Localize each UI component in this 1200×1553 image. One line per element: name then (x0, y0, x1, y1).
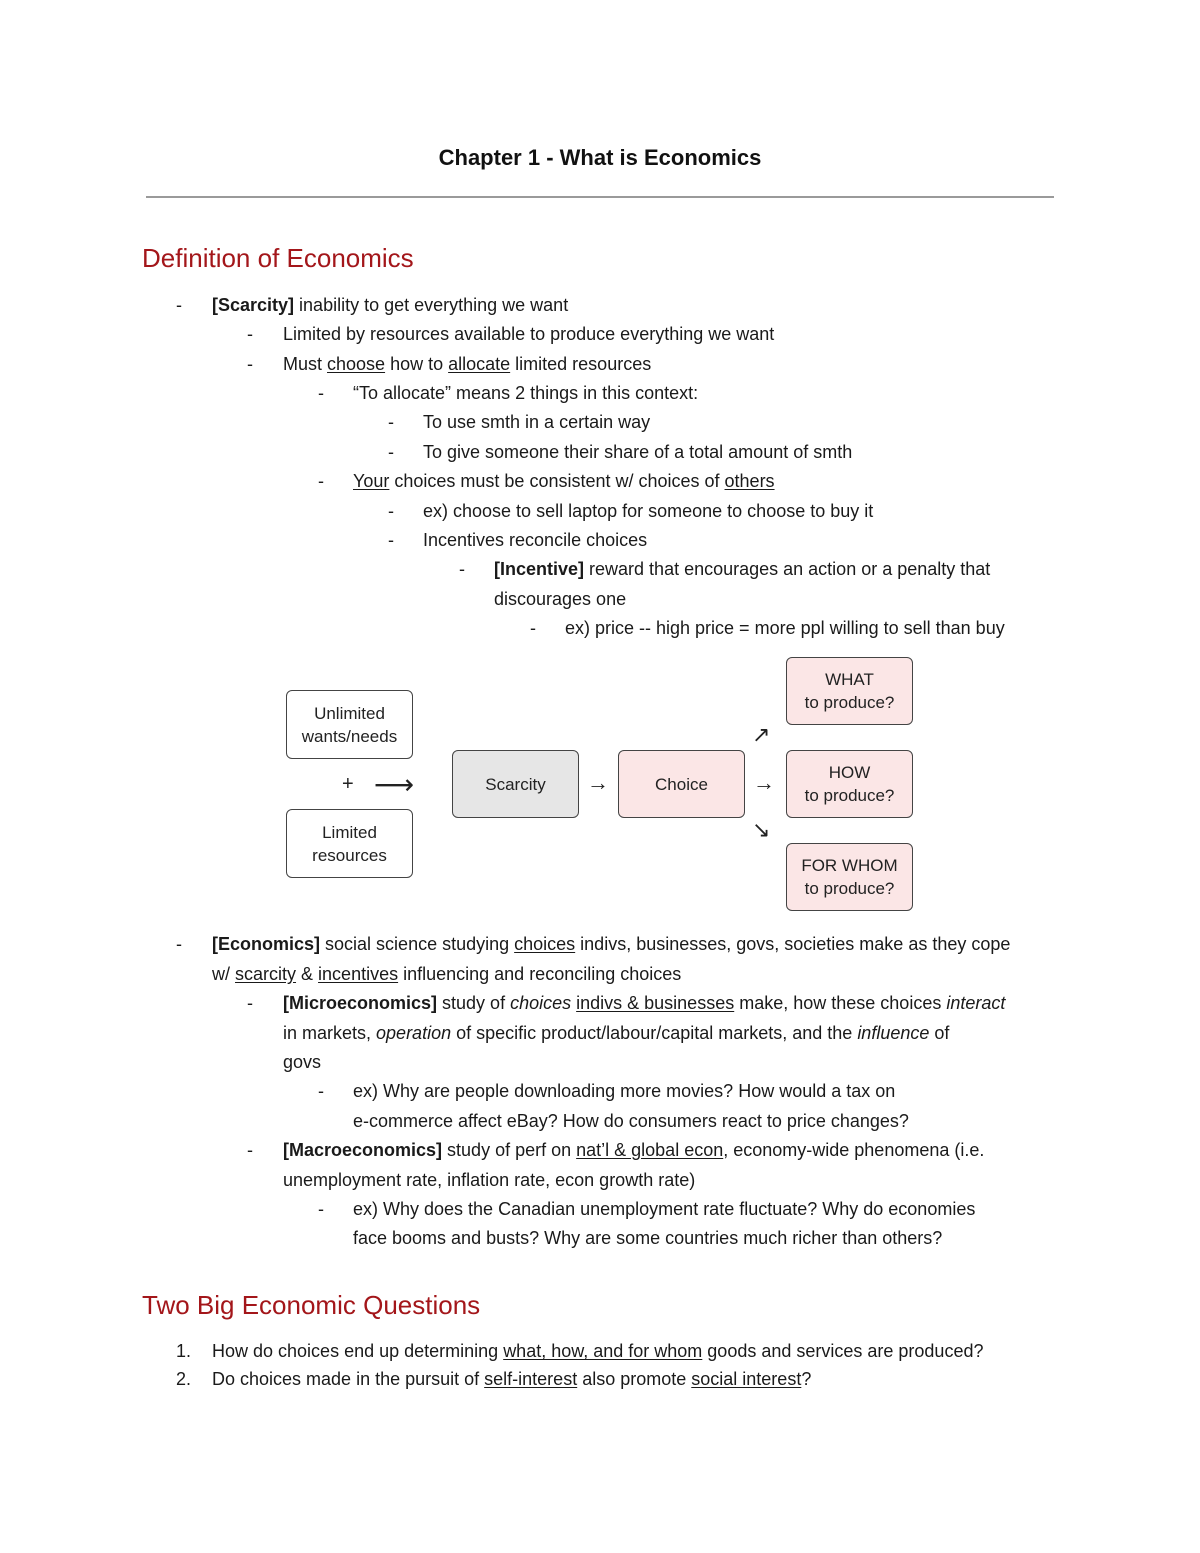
bullet-incentives-reconcile: Incentives reconcile choices (423, 530, 648, 550)
box-text: to produce? (804, 693, 895, 712)
bullet-dash: - (247, 354, 253, 374)
bullet-dash: - (176, 295, 182, 315)
box-text: Choice (655, 774, 708, 794)
text-run: social science studying (320, 934, 515, 954)
italic-choices: choices (510, 993, 572, 1013)
bullet-dash: - (176, 934, 182, 954)
text-run: Must (283, 354, 328, 374)
box-text: WHAT (825, 670, 874, 689)
text-run: How do choices end up determining (212, 1341, 504, 1361)
bullet-to-allocate: “To allocate” means 2 things in this context: (353, 383, 699, 403)
bullet-micro-example-cont: e-commerce affect eBay? How do consumers react to price changes? (353, 1111, 909, 1131)
text-run: goods and services are produced? (702, 1341, 984, 1361)
bullet-must-choose (283, 350, 651, 380)
box-text: Limited (322, 822, 377, 842)
bullet-macroeconomics-cont: unemployment rate, inflation rate, econ growth rate) (283, 1170, 696, 1190)
plus-sign: + (342, 773, 354, 795)
bullet-ex-laptop: ex) choose to sell laptop for someone to choose to buy it (423, 501, 874, 521)
text-run: w/ (212, 964, 236, 984)
bullet-dash: - (247, 324, 253, 344)
box-text: FOR WHOM (801, 856, 898, 875)
bullet-limited: Limited by resources available to produce everything we want (283, 324, 775, 344)
bullet-incentive-cont: discourages one (494, 589, 627, 609)
underline-allocate: allocate (448, 354, 511, 374)
text-run: indivs, businesses, govs, societies make as they cope (575, 934, 1011, 954)
bullet-ex-price: ex) price -- high price = more ppl willing to sell than buy (565, 618, 1005, 638)
page-title: Chapter 1 - What is Economics (438, 145, 762, 170)
text-run: of specific product/labour/capital markets, and the (451, 1023, 858, 1043)
bullet-dash: - (318, 1081, 324, 1101)
box-for-whom-to-produce (786, 843, 913, 911)
underline-indivs-businesses: indivs & businesses (576, 993, 735, 1013)
bullet-microeconomics (283, 989, 1005, 1019)
underline-what-how-whom: what, how, and for whom (503, 1341, 703, 1361)
text-run: reward that encourages an action or a penalty that (584, 559, 991, 579)
text-run: & (296, 964, 319, 984)
underline-self-interest: self-interest (484, 1369, 578, 1389)
bullet-dash: - (388, 412, 394, 432)
bullet-to-give: To give someone their share of a total amount of smth (423, 442, 853, 462)
title-divider (146, 196, 1054, 198)
bullet-dash: - (530, 618, 536, 638)
arrow-down-right-icon: ↘ (752, 817, 771, 842)
term-economics: [Economics] (212, 934, 321, 954)
bullet-macro-example: ex) Why does the Canadian unemployment rate fluctuate? Why do economies (353, 1199, 976, 1219)
box-text: HOW (828, 763, 871, 782)
arrow-right-icon: → (753, 770, 775, 795)
bullet-economics (212, 930, 1010, 960)
bullet-microeconomics-cont2: govs (283, 1052, 322, 1072)
text-run: , economy-wide phenomena (i.e. (723, 1140, 985, 1160)
term-scarcity: [Scarcity] (212, 295, 295, 315)
bullet-dash: - (247, 993, 253, 1013)
bullet-dash: - (459, 559, 465, 579)
underline-natl-global-econ: nat’l & global econ (576, 1140, 724, 1160)
bullet-your-choices (353, 467, 775, 497)
box-text: to produce? (804, 879, 895, 898)
underline-choose: choose (327, 354, 386, 374)
section-heading-definition: Definition of Economics (142, 243, 414, 273)
underline-others: others (724, 471, 775, 491)
underline-social-interest: social interest (691, 1369, 802, 1389)
underline-choices: choices (514, 934, 576, 954)
underline-scarcity: scarcity (235, 964, 297, 984)
box-unlimited-wants (286, 690, 413, 759)
box-text: Scarcity (485, 774, 546, 794)
arrow-right-icon: ⟶ (374, 769, 413, 800)
box-limited-resources (286, 809, 413, 878)
text-run: in markets, (283, 1023, 377, 1043)
box-text: Unlimited (314, 703, 385, 723)
bullet-dash: - (247, 1140, 253, 1160)
box-text: wants/needs (301, 726, 398, 746)
text-run: make, how these choices (734, 993, 947, 1013)
bullet-dash: - (388, 530, 394, 550)
text-run: influencing and reconciling choices (398, 964, 682, 984)
question-1 (212, 1337, 983, 1367)
bullet-to-use: To use smth in a certain way (423, 412, 651, 432)
list-number: 1. (176, 1341, 192, 1361)
text-run: choices must be consistent w/ choices of (389, 471, 725, 491)
section-heading-questions: Two Big Economic Questions (142, 1290, 481, 1320)
list-number: 2. (176, 1369, 192, 1389)
bullet-dash: - (388, 501, 394, 521)
text-run: Do choices made in the pursuit of (212, 1369, 485, 1389)
text-run: of (929, 1023, 950, 1043)
underline-your: Your (353, 471, 390, 491)
bullet-economics-cont (212, 960, 681, 990)
bullet-macro-example-cont: face booms and busts? Why are some countries much richer than others? (353, 1228, 943, 1248)
text-run: also promote (577, 1369, 692, 1389)
italic-influence: influence (857, 1023, 930, 1043)
bullet-macroeconomics (283, 1136, 984, 1166)
term-macroeconomics: [Macroeconomics] (283, 1140, 443, 1160)
italic-operation: operation (376, 1023, 452, 1043)
bullet-incentive (494, 555, 990, 585)
box-text: to produce? (804, 786, 895, 805)
box-text: resources (312, 845, 387, 865)
scarcity-definition: inability to get everything we want (294, 295, 569, 315)
text-run: how to (385, 354, 449, 374)
bullet-microeconomics-cont (283, 1019, 949, 1049)
box-choice (618, 750, 745, 818)
underline-incentives: incentives (318, 964, 399, 984)
box-how-to-produce (786, 750, 913, 818)
text-run: limited resources (510, 354, 652, 374)
text-run: study of perf on (442, 1140, 577, 1160)
bullet-dash: - (318, 471, 324, 491)
text-run: study of (437, 993, 511, 1013)
box-scarcity (452, 750, 579, 818)
bullet-dash: - (318, 1199, 324, 1219)
box-what-to-produce (786, 657, 913, 725)
question-2 (212, 1365, 811, 1395)
arrow-up-right-icon: ↗ (752, 722, 771, 747)
text-run: ? (801, 1369, 812, 1389)
bullet-micro-example: ex) Why are people downloading more movies? How would a tax on (353, 1081, 896, 1101)
bullet-dash: - (388, 442, 394, 462)
bullet-scarcity (212, 291, 568, 321)
term-microeconomics: [Microeconomics] (283, 993, 438, 1013)
term-incentive: [Incentive] (494, 559, 585, 579)
italic-interact: interact (946, 993, 1006, 1013)
arrow-right-icon: → (587, 770, 609, 795)
bullet-dash: - (318, 383, 324, 403)
